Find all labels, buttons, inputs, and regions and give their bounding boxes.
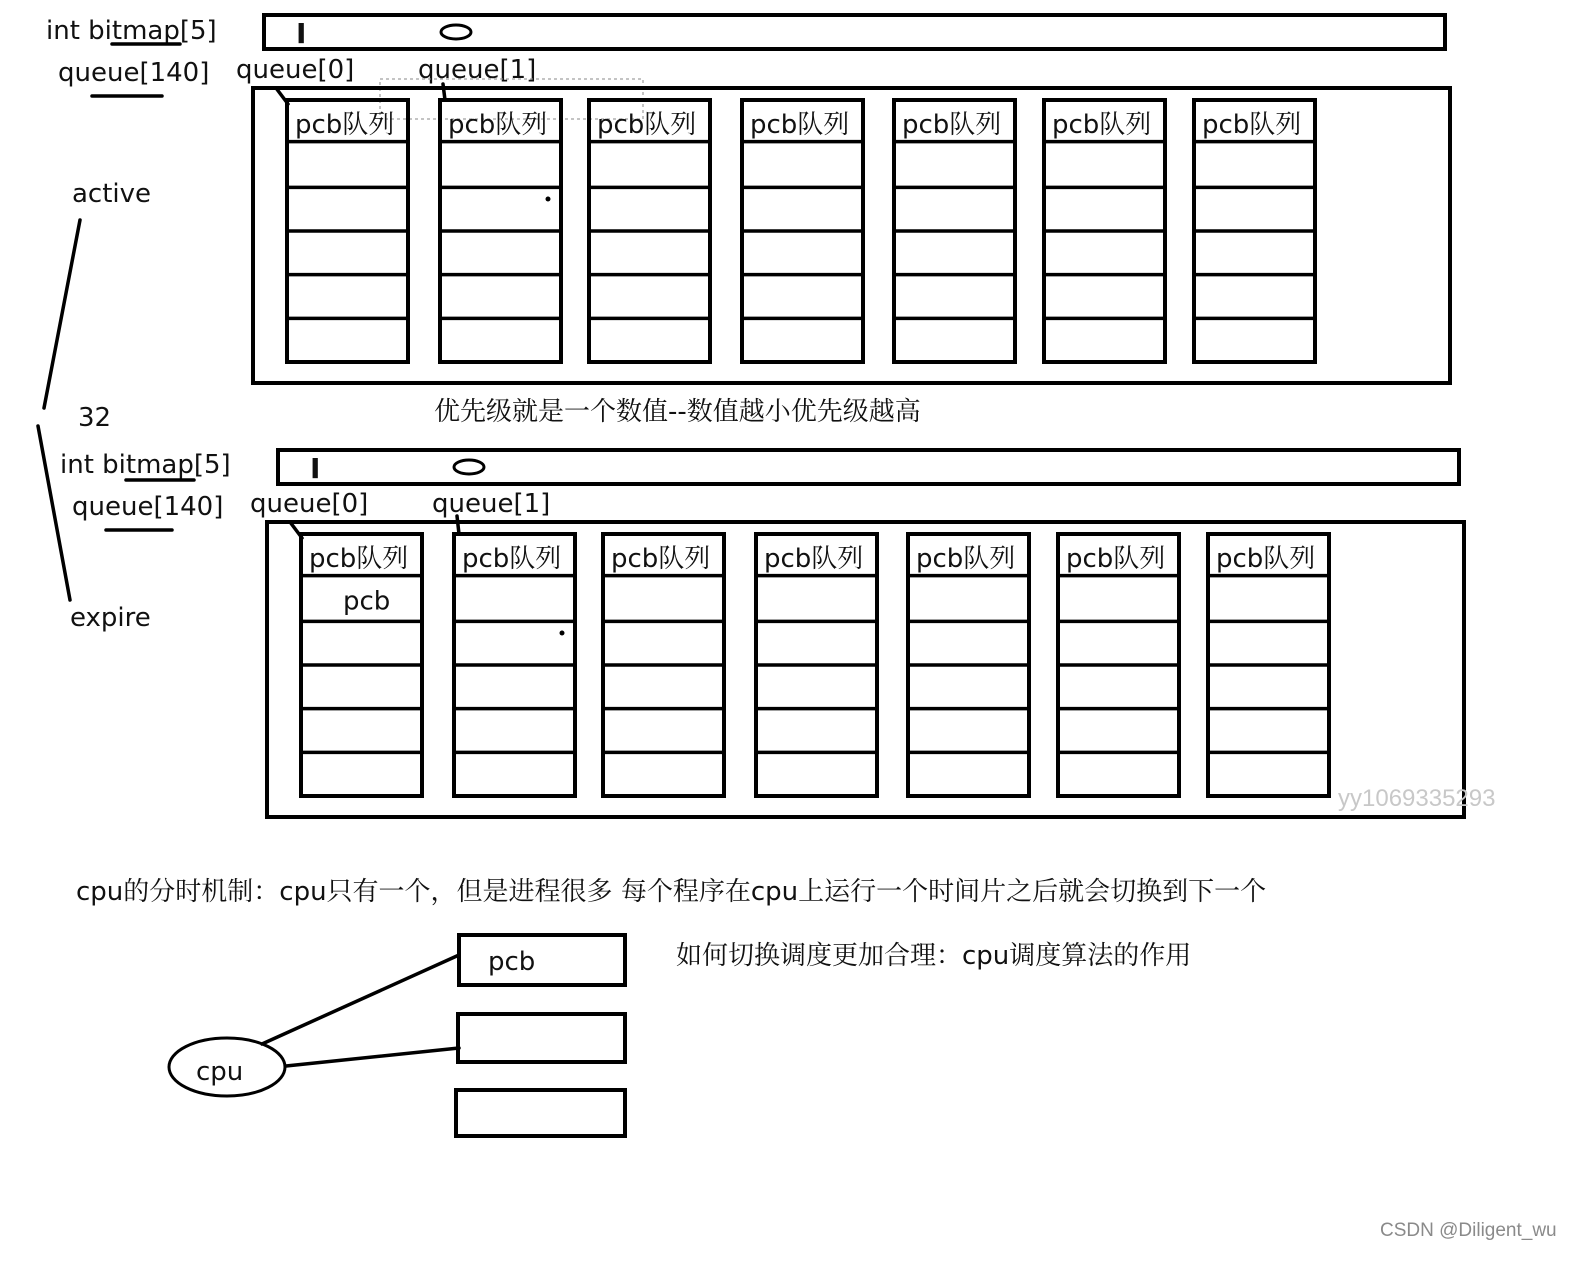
expire-section: [60, 450, 1464, 817]
queue-column-header: pcb队列: [1216, 544, 1316, 574]
queue1-pointer: [457, 516, 459, 534]
cpu-node-label: cpu: [196, 1057, 244, 1087]
active-side-label: active: [72, 179, 152, 209]
queue-column: [1208, 534, 1329, 796]
count-label: 32: [78, 403, 112, 433]
queue-column-header: pcb队列: [597, 110, 697, 140]
expire-bitmap-label: int bitmap[5]: [60, 450, 231, 480]
queue-column: [287, 100, 408, 362]
expire-bit-one: I: [310, 452, 321, 485]
empty-process-box: [456, 1090, 625, 1136]
expire-queue0-label: queue[0]: [250, 489, 369, 519]
queue-column: [1044, 100, 1165, 362]
stray-dot: [546, 197, 551, 202]
watermark: yy1069335293: [1338, 785, 1496, 812]
queue-column-header: pcb队列: [1052, 110, 1152, 140]
cpu-to-pcb-link: [262, 955, 459, 1044]
active-queue1-label: queue[1]: [418, 55, 537, 85]
queue-column-header: pcb队列: [750, 110, 850, 140]
queue-column-header: pcb队列: [1202, 110, 1302, 140]
queue-column: [908, 534, 1029, 796]
queue-column-header: pcb队列: [1066, 544, 1166, 574]
expire-side-label: expire: [70, 603, 151, 633]
queue-column: [1194, 100, 1315, 362]
queue-column-header: pcb队列: [902, 110, 1002, 140]
bracket-upper: [44, 220, 80, 408]
queue-column: [589, 100, 710, 362]
queue-column: [894, 100, 1015, 362]
queue-column: [1058, 534, 1179, 796]
queue-column-header: pcb队列: [462, 544, 562, 574]
active-bitmap-label: int bitmap[5]: [46, 16, 217, 46]
queue-column: [440, 100, 561, 362]
active-bit-zero: [441, 25, 471, 39]
stray-dot: [560, 631, 565, 636]
queue-column: [603, 534, 724, 796]
active-section: [46, 15, 1450, 383]
expire-queue-label: queue[140]: [72, 492, 224, 522]
expire-columns: [301, 534, 1329, 796]
footer-credit: CSDN @Diligent_wu: [1380, 1220, 1557, 1241]
cpu-diagram: [169, 935, 625, 1136]
queue-column-header: pcb队列: [611, 544, 711, 574]
queue-column: [301, 534, 422, 796]
pcb-box-label: pcb: [488, 947, 536, 977]
cpu-to-process-link: [286, 1048, 459, 1066]
queue-column-header: pcb队列: [916, 544, 1016, 574]
active-columns: [287, 100, 1315, 362]
queue-slot-pcb-label: pcb: [343, 586, 391, 617]
empty-process-box: [458, 1014, 625, 1062]
active-bit-one: I: [296, 17, 307, 50]
timeslice-note: cpu的分时机制：cpu只有一个，但是进程很多 每个程序在cpu上运行一个时间片之后就会切换到下一个: [76, 877, 1267, 907]
pcb-box: [459, 935, 625, 985]
queue-column: [454, 534, 575, 796]
queue-column-header: pcb队列: [295, 110, 395, 140]
expire-bit-zero: [454, 460, 484, 474]
queue-column-header: pcb队列: [309, 544, 409, 574]
scheduling-note: 如何切换调度更加合理：cpu调度算法的作用: [676, 941, 1192, 971]
expire-queue1-label: queue[1]: [432, 489, 551, 519]
active-queue-label: queue[140]: [58, 58, 210, 88]
queue-column-header: pcb队列: [764, 544, 864, 574]
queue-column: [742, 100, 863, 362]
queue-column: [756, 534, 877, 796]
queue-column-header: pcb队列: [448, 110, 548, 140]
priority-note: 优先级就是一个数值--数值越小优先级越高: [434, 397, 921, 427]
active-queue0-label: queue[0]: [236, 55, 355, 85]
